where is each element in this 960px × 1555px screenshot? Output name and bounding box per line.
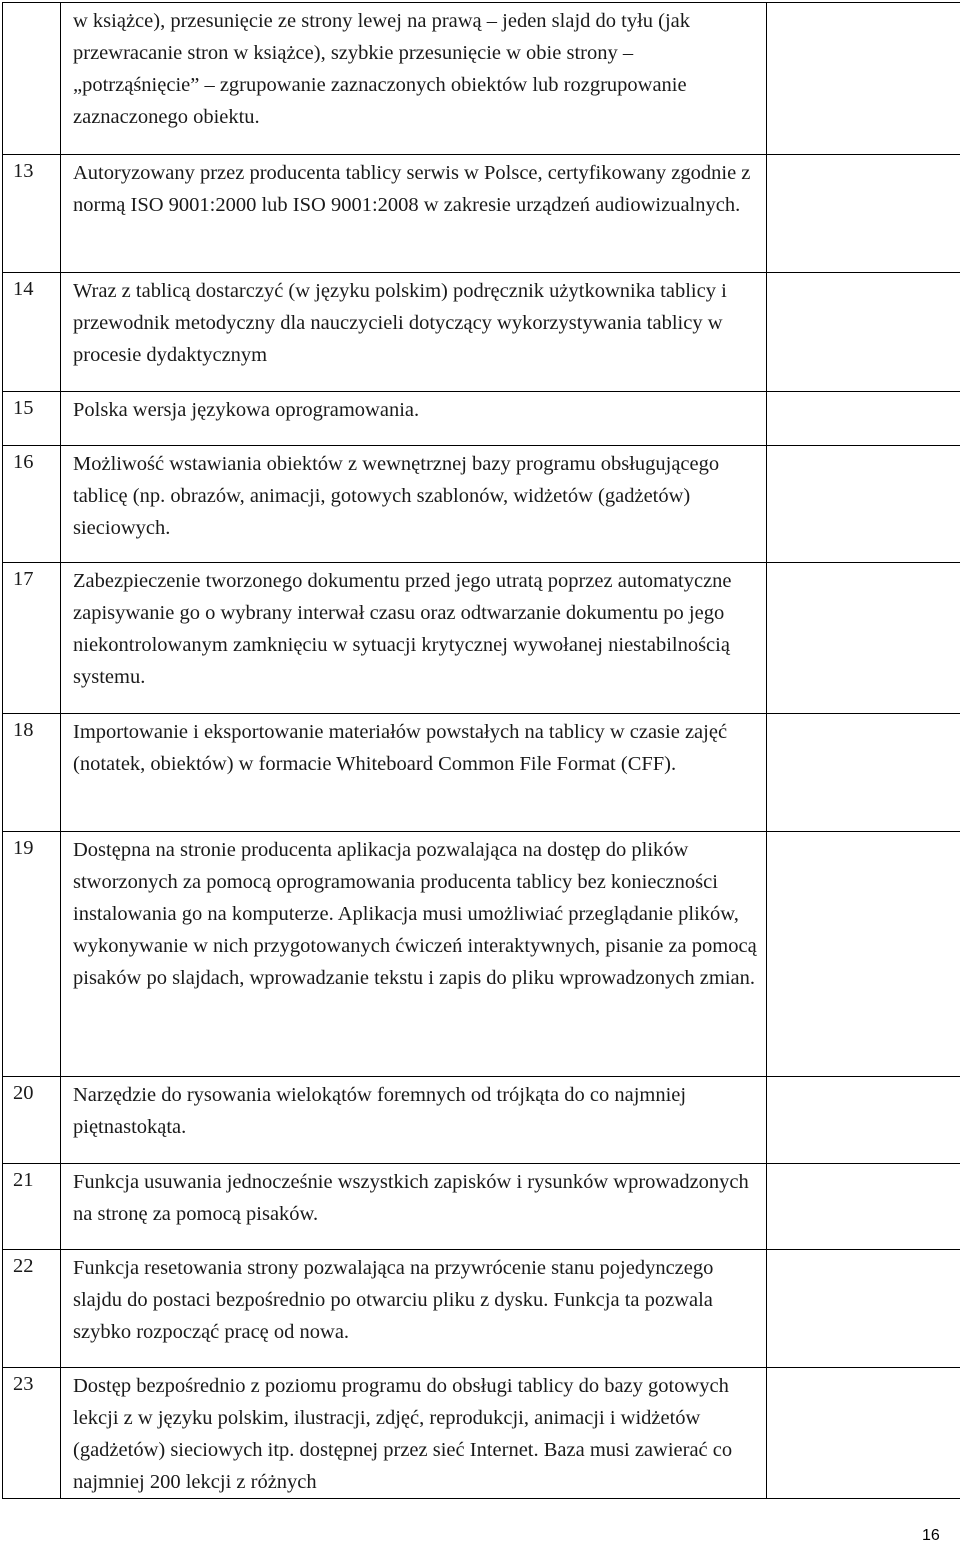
row-empty-cell [767,1250,960,1368]
row-description: Funkcja usuwania jednocześnie wszystkich zapisków i rysunków wprowadzonych na stronę za pomocą pisaków. [61,1164,767,1250]
page-number: 16 [922,1527,940,1544]
row-number: 18 [3,714,61,832]
row-description: Możliwość wstawiania obiektów z wewnętrznej bazy programu obsługującego tablicę (np. obrazów, animacji, gotowych szablonów, widżetów (gadżetów) sieciowych. [61,446,767,563]
row-number: 20 [3,1077,61,1164]
row-empty-cell [767,563,960,714]
row-empty-cell [767,1077,960,1164]
row-empty-cell [767,1164,960,1250]
row-empty-cell [767,832,960,1077]
row-description: Zabezpieczenie tworzonego dokumentu przed jego utratą poprzez automatyczne zapisywanie go o wybrany interwał czasu oraz odtwarzanie dokumentu po jego niekontrolowanym zamknięciu w sytuacji krytycznej wywołanej niestabilnością systemu. [61,563,767,714]
row-number: 14 [3,273,61,392]
row-number: 23 [3,1368,61,1499]
row-description: Polska wersja językowa oprogramowania. [61,392,767,446]
row-description: w książce), przesunięcie ze strony lewej na prawą – jeden slajd do tyłu (jak przewracanie stron w książce), szybkie przesunięcie w obie strony – „potrząśnięcie” – zgrupowanie zaznaczonych obiektów lub rozgrupowanie zaznaczonego obiektu. [61,3,767,155]
row-empty-cell [767,1368,960,1499]
row-number: 15 [3,392,61,446]
row-number: 19 [3,832,61,1077]
requirements-table [2,2,960,1499]
row-number [3,3,61,155]
row-empty-cell [767,273,960,392]
table-row [3,1077,960,1164]
row-empty-cell [767,3,960,155]
row-number: 22 [3,1250,61,1368]
table-row [3,714,960,832]
table-row [3,3,960,155]
table-row [3,155,960,273]
row-empty-cell [767,392,960,446]
table-row [3,1250,960,1368]
table-row [3,832,960,1077]
table-row [3,446,960,563]
row-empty-cell [767,446,960,563]
row-empty-cell [767,155,960,273]
row-description: Importowanie i eksportowanie materiałów powstałych na tablicy w czasie zajęć (notatek, obiektów) w formacie Whiteboard Common File Format (CFF). [61,714,767,832]
row-empty-cell [767,714,960,832]
table-row [3,1368,960,1499]
row-number: 17 [3,563,61,714]
row-description: Dostęp bezpośrednio z poziomu programu do obsługi tablicy do bazy gotowych lekcji z w języku polskim, ilustracji, zdjęć, reprodukcji, animacji i widżetów (gadżetów) sieciowych itp. dostępnej przez sieć Internet. Baza musi zawierać co najmniej 200 lekcji z różnych [61,1368,767,1499]
row-description: Wraz z tablicą dostarczyć (w języku polskim) podręcznik użytkownika tablicy i przewodnik metodyczny dla nauczycieli dotyczący wykorzystywania tablicy w procesie dydaktycznym [61,273,767,392]
row-description: Dostępna na stronie producenta aplikacja pozwalająca na dostęp do plików stworzonych za pomocą oprogramowania producenta tablicy bez konieczności instalowania go na komputerze. Aplikacja musi umożliwiać przeglądanie plików, wykonywanie w nich przygotowanych ćwiczeń interaktywnych, pisanie za pomocą pisaków po slajdach, wprowadzanie tekstu i zapis do pliku wprowadzonych zmian. [61,832,767,1077]
row-number: 13 [3,155,61,273]
row-description: Funkcja resetowania strony pozwalająca na przywrócenie stanu pojedynczego slajdu do postaci bezpośrednio po otwarciu pliku z dysku. Funkcja ta pozwala szybko rozpocząć pracę od nowa. [61,1250,767,1368]
table-row [3,392,960,446]
row-description: Narzędzie do rysowania wielokątów foremnych od trójkąta do co najmniej piętnastokąta. [61,1077,767,1164]
table-row [3,1164,960,1250]
table-row [3,563,960,714]
row-description: Autoryzowany przez producenta tablicy serwis w Polsce, certyfikowany zgodnie z normą ISO 9001:2000 lub ISO 9001:2008 w zakresie urządzeń audiowizualnych. [61,155,767,273]
table-row [3,273,960,392]
row-number: 16 [3,446,61,563]
row-number: 21 [3,1164,61,1250]
